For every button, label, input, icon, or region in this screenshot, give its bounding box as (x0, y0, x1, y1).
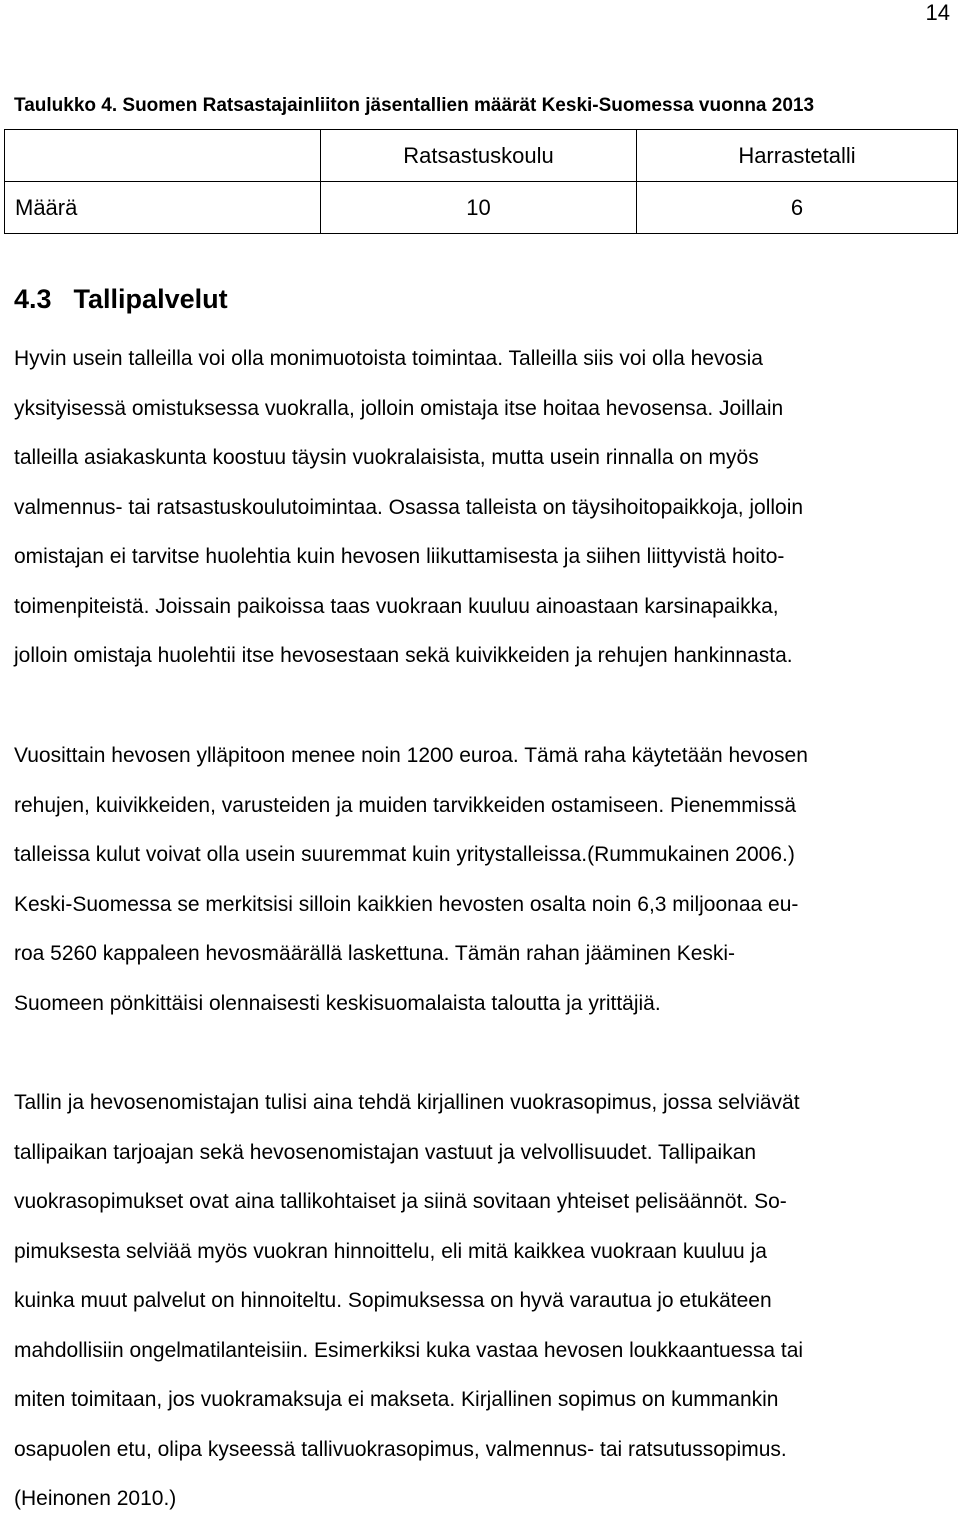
table-header-hobby-stable: Harrastetalli (637, 130, 958, 182)
text-line: Tallin ja hevosenomistajan tulisi aina tehdä kirjallinen vuokrasopimus, jossa selviävät (14, 1091, 800, 1114)
section-number: 4.3 (14, 284, 52, 314)
text-line: valmennus- tai ratsastuskoulutoimintaa. Osassa talleista on täysihoitopaikkoja, jolloin (14, 495, 804, 519)
table-cell-riding-school: 10 (321, 182, 637, 234)
text-line: roa 5260 kappaleen hevosmäärällä laskettuna. Tämän rahan jääminen Keski- (14, 942, 736, 965)
text-line: Vuosittain hevosen ylläpitoon menee noin 1200 euroa. Tämä raha käytetään hevosen (14, 744, 808, 767)
text-line: talleilla asiakaskunta koostuu täysin vuokralaisista, mutta usein rinnalla on myös (14, 446, 759, 469)
page-number: 14 (925, 0, 950, 25)
text-line: talleissa kulut voivat olla usein suuremmat kuin yritystalleissa.(Rummukainen 2006.) (14, 843, 795, 866)
text-line: omistajan ei tarvitse huolehtia kuin hevosen liikuttamisesta ja siihen liittyvistä hoito- (14, 545, 785, 568)
paragraph-2 (14, 731, 808, 1028)
text-line: jolloin omistaja huolehtii itse hevosestaan sekä kuivikkeiden ja rehujen hankinnasta. (14, 644, 793, 667)
text-line: kuinka muut palvelut on hinnoiteltu. Sopimuksessa on hyvä varautua jo etukäteen (14, 1289, 772, 1312)
text-line: Keski-Suomessa se merkitsisi silloin kaikkien hevosten osalta noin 6,3 miljoonaa eu- (14, 892, 799, 916)
text-line: mahdollisiin ongelmatilanteisiin. Esimerkiksi kuka vastaa hevosen loukkaantuessa tai (14, 1338, 804, 1362)
text-line: toimenpiteistä. Joissain paikoissa taas vuokraan kuuluu ainoastaan karsinapaikka, (14, 594, 779, 618)
text-line: rehujen, kuivikkeiden, varusteiden ja muiden tarvikkeiden ostamiseen. Pienemmissä (14, 793, 797, 817)
paragraph-1 (14, 334, 803, 681)
text-line: pimuksesta selviää myös vuokran hinnoittelu, eli mitä kaikkea vuokraan kuuluu ja (14, 1239, 767, 1263)
table-header-row (5, 130, 958, 182)
section-title: Tallipalvelut (73, 284, 228, 314)
text-line: Hyvin usein talleilla voi olla monimuotoista toimintaa. Talleilla siis voi olla hevosia (14, 347, 763, 370)
text-line: miten toimitaan, jos vuokramaksuja ei makseta. Kirjallinen sopimus on kummankin (14, 1388, 779, 1411)
table-header-empty (5, 130, 321, 182)
text-line: (Heinonen 2010.) (14, 1487, 177, 1510)
membership-table (4, 129, 958, 234)
text-line: tallipaikan tarjoajan sekä hevosenomistajan vastuut ja velvollisuudet. Tallipaikan (14, 1140, 757, 1164)
table-caption: Taulukko 4. Suomen Ratsastajainliiton jäsentallien määrät Keski-Suomessa vuonna 2013 (14, 95, 815, 116)
paragraph-3 (14, 1078, 803, 1524)
text-line: vuokrasopimukset ovat aina tallikohtaiset ja siinä sovitaan yhteiset pelisäännöt. So- (14, 1190, 787, 1213)
table-row (5, 182, 958, 234)
table-cell-hobby-stable: 6 (637, 182, 958, 234)
section-heading (14, 282, 228, 316)
table-header-riding-school: Ratsastuskoulu (321, 130, 637, 182)
text-line: yksityisessä omistuksessa vuokralla, jolloin omistaja itse hoitaa hevosensa. Joillain (14, 396, 784, 420)
table-cell-label: Määrä (5, 182, 321, 234)
text-line: Suomeen pönkittäisi olennaisesti keskisuomalaista taloutta ja yrittäjiä. (14, 991, 661, 1015)
text-line: osapuolen etu, olipa kyseessä tallivuokrasopimus, valmennus- tai ratsutussopimus. (14, 1437, 787, 1461)
